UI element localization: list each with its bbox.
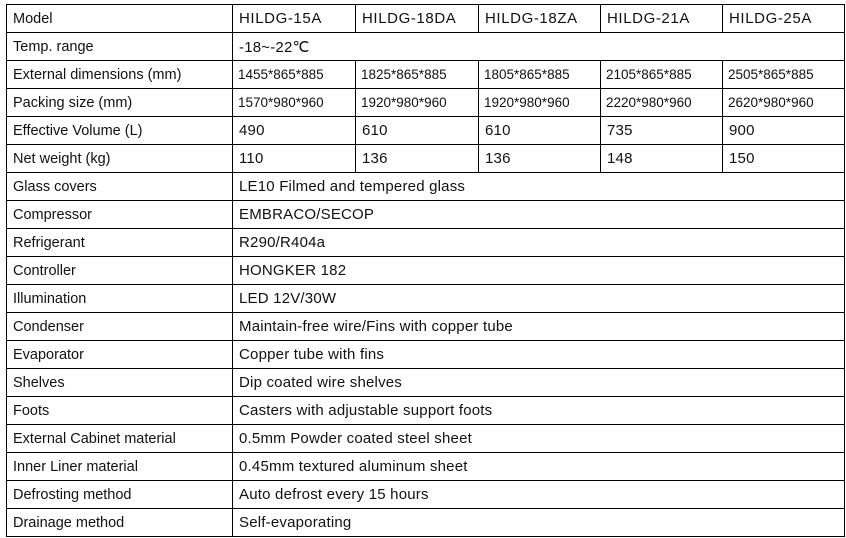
weight-cell: 150 [723, 145, 845, 173]
row-label: Inner Liner material [7, 453, 233, 481]
row-value: Copper tube with fins [233, 341, 845, 369]
volume-cell: 735 [601, 117, 723, 145]
row-value: Casters with adjustable support foots [233, 397, 845, 425]
weight-cell: 148 [601, 145, 723, 173]
row-label: Controller [7, 257, 233, 285]
compressor-row [7, 201, 845, 229]
row-label: Defrosting method [7, 481, 233, 509]
row-label: Compressor [7, 201, 233, 229]
refrigerant-row [7, 229, 845, 257]
row-label: Glass covers [7, 173, 233, 201]
drainage-method-row [7, 509, 845, 537]
row-label: Drainage method [7, 509, 233, 537]
row-label: Evaporator [7, 341, 233, 369]
defrosting-method-row [7, 481, 845, 509]
row-value: -18~-22℃ [233, 33, 845, 61]
dimension-cell: 2105*865*885 [601, 61, 723, 89]
row-value: Auto defrost every 15 hours [233, 481, 845, 509]
glass-covers-row [7, 173, 845, 201]
dimension-cell: 2620*980*960 [723, 89, 845, 117]
volume-cell: 490 [233, 117, 356, 145]
row-label: Shelves [7, 369, 233, 397]
row-label: Packing size (mm) [7, 89, 233, 117]
model-cell: HILDG-21A [601, 5, 723, 33]
volume-cell: 900 [723, 117, 845, 145]
model-cell: HILDG-18ZA [479, 5, 601, 33]
volume-cell: 610 [479, 117, 601, 145]
dimension-cell: 1455*865*885 [233, 61, 356, 89]
model-cell: HILDG-15A [233, 5, 356, 33]
condenser-row [7, 313, 845, 341]
weight-cell: 136 [356, 145, 479, 173]
row-label: Net weight (kg) [7, 145, 233, 173]
row-value: Maintain-free wire/Fins with copper tube [233, 313, 845, 341]
row-label: Foots [7, 397, 233, 425]
dimension-cell: 1920*980*960 [479, 89, 601, 117]
dimension-cell: 2505*865*885 [723, 61, 845, 89]
row-label: Effective Volume (L) [7, 117, 233, 145]
controller-row [7, 257, 845, 285]
row-label: Refrigerant [7, 229, 233, 257]
row-value: HONGKER 182 [233, 257, 845, 285]
dimension-cell: 2220*980*960 [601, 89, 723, 117]
spec-table [6, 4, 845, 537]
row-value: EMBRACO/SECOP [233, 201, 845, 229]
row-value: Dip coated wire shelves [233, 369, 845, 397]
volume-cell: 610 [356, 117, 479, 145]
inner-liner-material-row [7, 453, 845, 481]
dimension-cell: 1825*865*885 [356, 61, 479, 89]
dimension-cell: 1570*980*960 [233, 89, 356, 117]
row-value: LED 12V/30W [233, 285, 845, 313]
model-cell: HILDG-25A [723, 5, 845, 33]
external-cabinet-material-row [7, 425, 845, 453]
foots-row [7, 397, 845, 425]
row-label: Illumination [7, 285, 233, 313]
packing-size-row [7, 89, 845, 117]
row-label: Condenser [7, 313, 233, 341]
temp-range-row [7, 33, 845, 61]
effective-volume-row [7, 117, 845, 145]
model-row [7, 5, 845, 33]
row-label: External Cabinet material [7, 425, 233, 453]
row-label: External dimensions (mm) [7, 61, 233, 89]
weight-cell: 136 [479, 145, 601, 173]
row-label: Temp. range [7, 33, 233, 61]
row-value: R290/R404a [233, 229, 845, 257]
dimension-cell: 1920*980*960 [356, 89, 479, 117]
illumination-row [7, 285, 845, 313]
weight-cell: 110 [233, 145, 356, 173]
external-dimensions-row [7, 61, 845, 89]
row-value: LE10 Filmed and tempered glass [233, 173, 845, 201]
row-value: Self-evaporating [233, 509, 845, 537]
evaporator-row [7, 341, 845, 369]
row-value: 0.45mm textured aluminum sheet [233, 453, 845, 481]
row-value: 0.5mm Powder coated steel sheet [233, 425, 845, 453]
model-label: Model [7, 5, 233, 33]
net-weight-row [7, 145, 845, 173]
shelves-row [7, 369, 845, 397]
model-cell: HILDG-18DA [356, 5, 479, 33]
dimension-cell: 1805*865*885 [479, 61, 601, 89]
